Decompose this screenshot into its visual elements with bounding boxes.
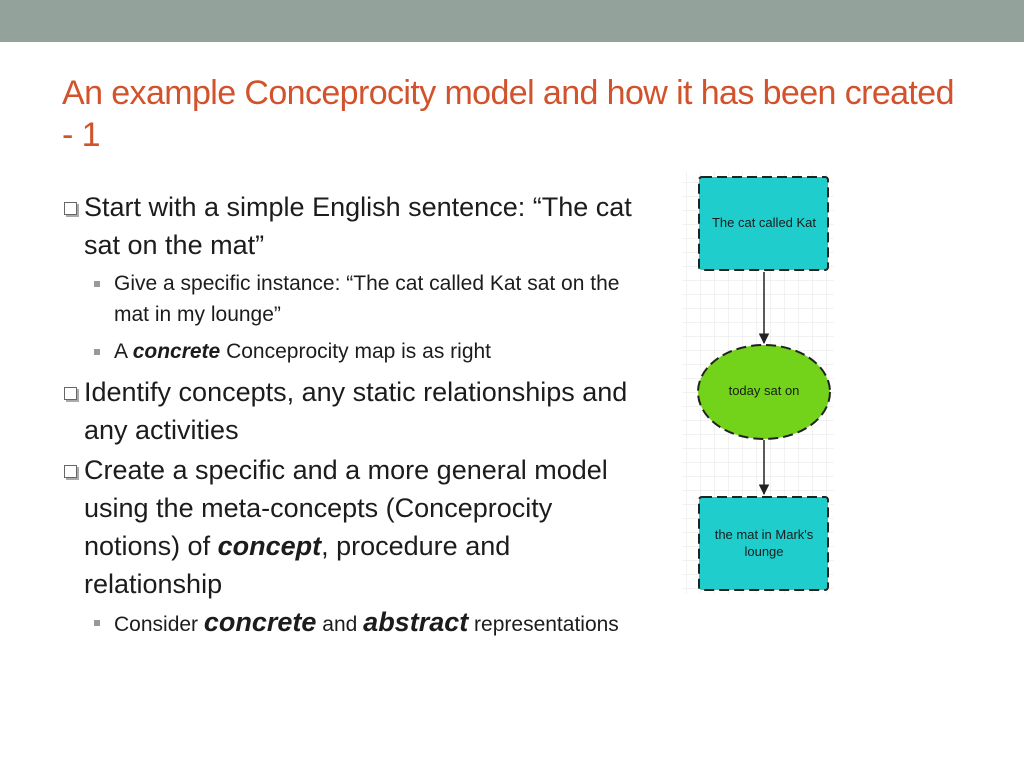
- bullet-list: [64, 188, 654, 646]
- square-bullet-icon: [94, 349, 100, 355]
- bullet-3-1: [64, 607, 654, 640]
- concept-node-top-label: The cat called Kat: [711, 215, 817, 230]
- box-bullet-icon: [64, 373, 77, 413]
- bullet-1-2-pre: A: [114, 340, 133, 363]
- bullet-2: [64, 373, 654, 449]
- box-bullet-icon: [64, 188, 77, 228]
- bullet-1: [64, 188, 654, 264]
- bullet-3-1-mid: and: [316, 613, 364, 636]
- slide-title: An example Conceprocity model and how it has been created - 1: [62, 74, 954, 154]
- bullet-1-2: [64, 336, 654, 367]
- bullet-3-1-pre: Consider: [114, 613, 204, 636]
- square-bullet-icon: [94, 620, 100, 626]
- bullet-3-1-emph2: abstract: [363, 607, 469, 637]
- bullet-1-1-text: Give a specific instance: “The cat called Kat sat on the mat in my lounge”: [114, 272, 620, 326]
- bullet-2-text: Identify concepts, any static relationships and any activities: [84, 377, 628, 445]
- bullet-3-1-emph1: concrete: [203, 607, 317, 637]
- bullet-1-1: [64, 268, 654, 330]
- bullet-1-2-post: Conceprocity map is as right: [220, 340, 492, 363]
- procedure-node-label: today sat on: [728, 383, 800, 398]
- bullet-3-emph: concept: [217, 531, 322, 561]
- bullet-3-1-post: representations: [468, 613, 619, 636]
- concept-node-bottom-label-line2: lounge: [744, 544, 784, 559]
- bullet-3: [64, 451, 654, 603]
- top-bar: [0, 0, 1024, 42]
- bullet-3-post: , procedure and relationship: [84, 531, 511, 599]
- bullet-1-text: Start with a simple English sentence: “The cat sat on the mat”: [84, 192, 632, 260]
- box-bullet-icon: [64, 451, 77, 491]
- square-bullet-icon: [94, 281, 100, 287]
- bullet-3-pre: Create a specific and a more general model using the meta-concepts (Conceprocity notions) of: [84, 455, 608, 561]
- bullet-1-2-emph: concrete: [132, 340, 221, 363]
- concept-node-bottom-label-line1: the mat in Mark's: [714, 527, 814, 542]
